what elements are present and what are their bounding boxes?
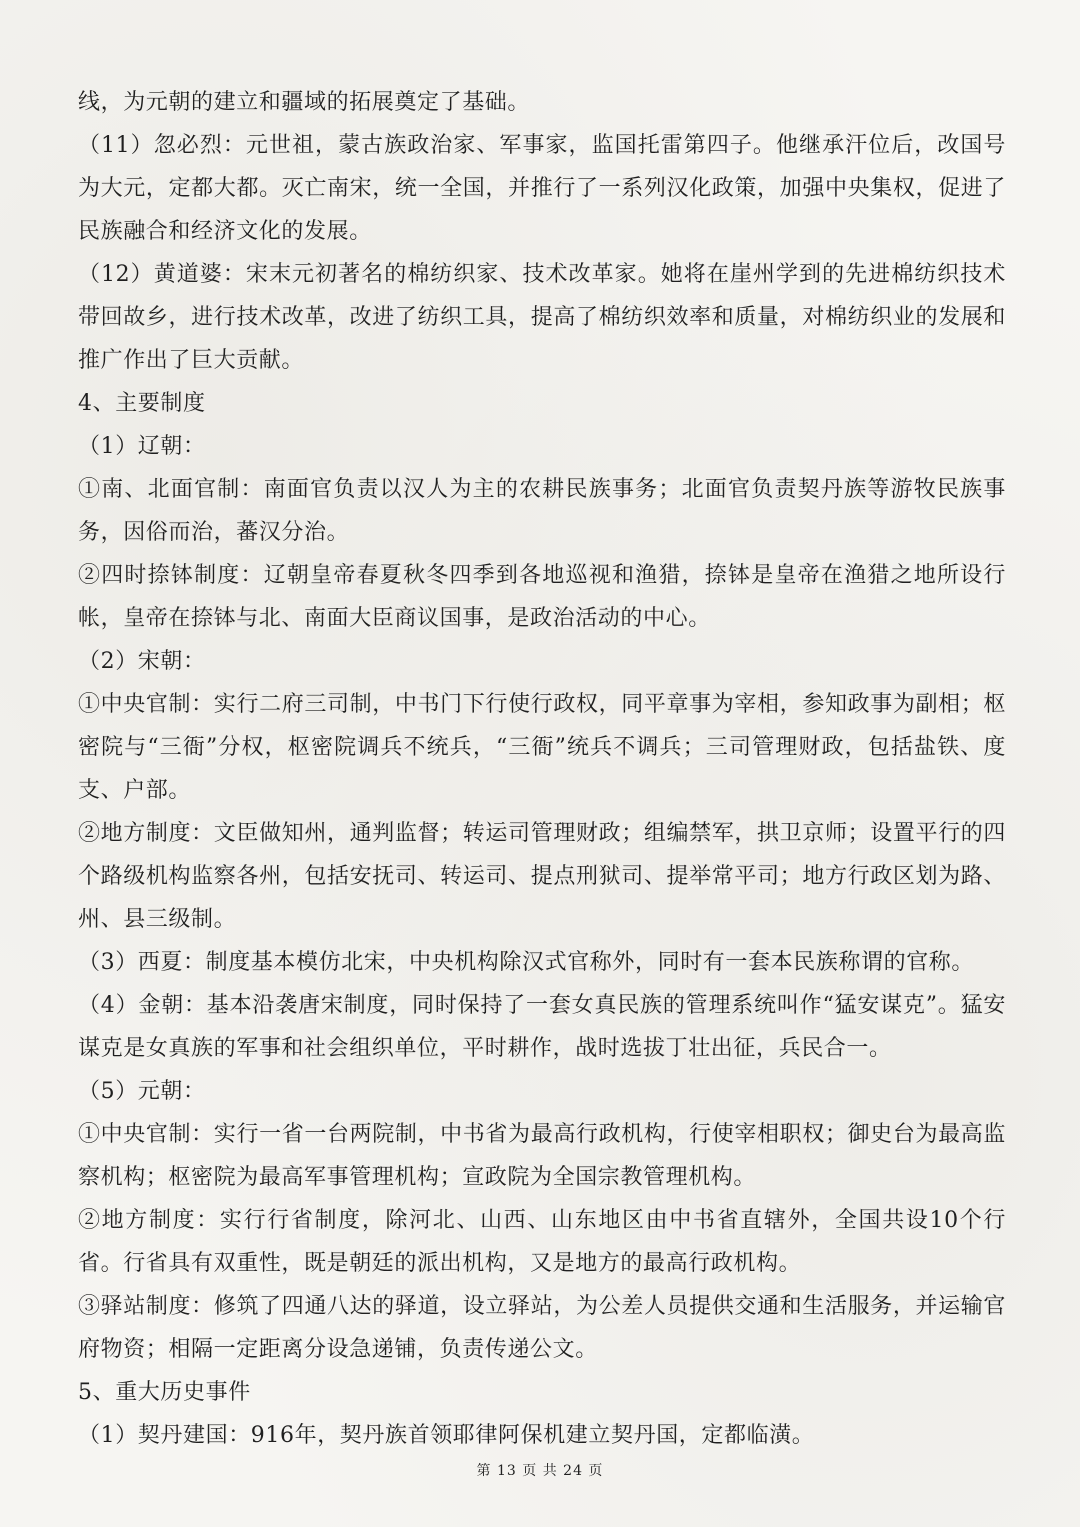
paragraph-yuan-central: ①中央官制：实行一省一台两院制，中书省为最高行政机构，行使宰相职权；御史台为最高监察机构；枢密院为最高军事管理机构；宣政院为全国宗教管理机构。 xyxy=(78,1122,1006,1190)
subheading-song: （2）宋朝： xyxy=(78,649,206,674)
document-body xyxy=(78,81,1006,1457)
paragraph-huang-daopo: （12）黄道婆：宋末元初著名的棉纺织家、技术改革家。她将在崖州学到的先进棉纺织技术带回故乡，进行技术改革，改进了纺织工具，提高了棉纺织效率和质量，对棉纺织业的发展和推广作出了巨大贡献。 xyxy=(78,262,1006,373)
subheading-liao: （1）辽朝： xyxy=(78,434,206,459)
paragraph-song-local: ②地方制度：文臣做知州，通判监督；转运司管理财政；组编禁军，拱卫京师；设置平行的四个路级机构监察各州，包括安抚司、转运司、提点刑狱司、提举常平司；地方行政区划为路、州、县三级制。 xyxy=(78,821,1006,932)
paragraph-yuan-post-stations: ③驿站制度：修筑了四通八达的驿道，设立驿站，为公差人员提供交通和生活服务，并运输官府物资；相隔一定距离分设急递铺，负责传递公文。 xyxy=(78,1294,1006,1362)
paragraph-kublai-khan: （11）忽必烈：元世祖，蒙古族政治家、军事家，监国托雷第四子。他继承汗位后，改国号为大元，定都大都。灭亡南宋，统一全国，并推行了一系列汉化政策，加强中央集权，促进了民族融合和经济文化的发展。 xyxy=(78,133,1006,244)
paragraph-yuan-local: ②地方制度：实行行省制度，除河北、山西、山东地区由中书省直辖外，全国共设10个行省。行省具有双重性，既是朝廷的派出机构，又是地方的最高行政机构。 xyxy=(78,1208,1006,1276)
paragraph-song-central: ①中央官制：实行二府三司制，中书门下行使行政权，同平章事为宰相，参知政事为副相；枢密院与“三衙”分权，枢密院调兵不统兵，“三衙”统兵不调兵；三司管理财政，包括盐铁、度支、户部。 xyxy=(78,692,1006,803)
paragraph-yuan-foundation: 线，为元朝的建立和疆域的拓展奠定了基础。 xyxy=(78,90,531,115)
paragraph-western-xia: （3）西夏：制度基本模仿北宋，中央机构除汉式官称外，同时有一套本民族称谓的官称。 xyxy=(78,950,974,975)
paragraph-liao-officials: ①南、北面官制：南面官负责以汉人为主的农耕民族事务；北面官负责契丹族等游牧民族事务，因俗而治，蕃汉分治。 xyxy=(78,477,1006,545)
paragraph-liao-nabo: ②四时捺钵制度：辽朝皇帝春夏秋冬四季到各地巡视和渔猎，捺钵是皇帝在渔猎之地所设行帐，皇帝在捺钵与北、南面大臣商议国事，是政治活动的中心。 xyxy=(78,563,1006,631)
section-heading-major-events: 5、重大历史事件 xyxy=(78,1380,251,1405)
subheading-yuan: （5）元朝： xyxy=(78,1079,206,1104)
page-number-footer: 第 13 页 共 24 页 xyxy=(476,1463,604,1479)
paragraph-khitan-founding: （1）契丹建国：916年，契丹族首领耶律阿保机建立契丹国，定都临潢。 xyxy=(78,1423,815,1448)
paragraph-jin: （4）金朝：基本沿袭唐宋制度，同时保持了一套女真民族的管理系统叫作“猛安谋克”。猛安谋克是女真族的军事和社会组织单位，平时耕作，战时选拔丁壮出征，兵民合一。 xyxy=(78,993,1006,1061)
section-heading-main-systems: 4、主要制度 xyxy=(78,391,206,416)
